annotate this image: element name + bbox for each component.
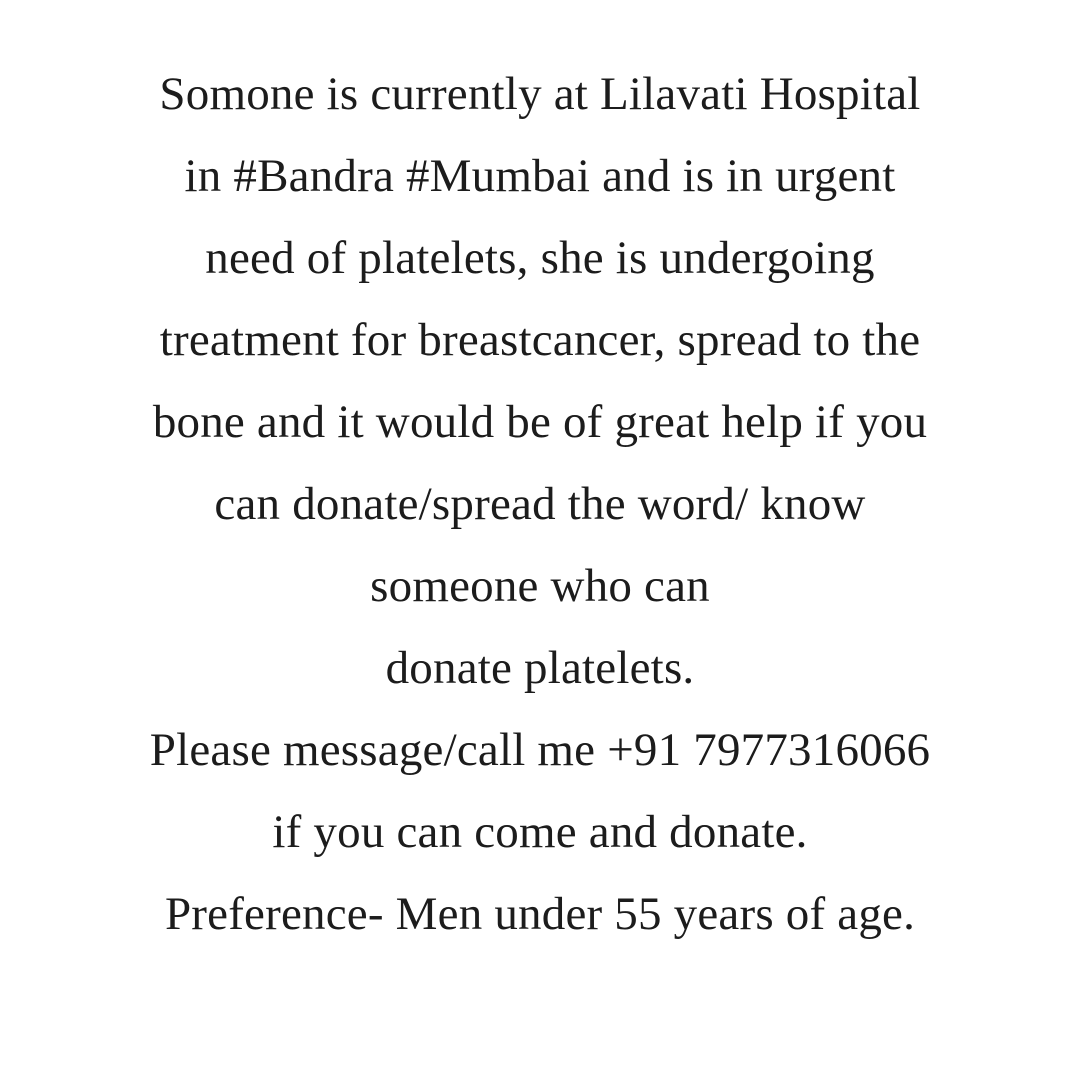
message-line-5: bone and it would be of great help if you [152, 396, 928, 448]
message-line-8: donate platelets. [385, 642, 695, 694]
message-line-4: treatment for breastcancer, spread to the [159, 314, 921, 366]
preference-line: Preference- Men under 55 years of age. [164, 888, 916, 940]
message-line-6: can donate/spread the word/ know [214, 478, 866, 530]
message-line-1: Somone is currently at Lilavati Hospital [159, 68, 921, 120]
message-line-2: in #Bandra #Mumbai and is in urgent [184, 150, 896, 202]
contact-line: Please message/call me +91 7977316066 [149, 724, 931, 776]
appeal-message [40, 53, 1040, 955]
message-line-3: need of platelets, she is undergoing [205, 232, 875, 284]
message-line-10: if you can come and donate. [272, 806, 808, 858]
message-line-7: someone who can [370, 560, 710, 612]
